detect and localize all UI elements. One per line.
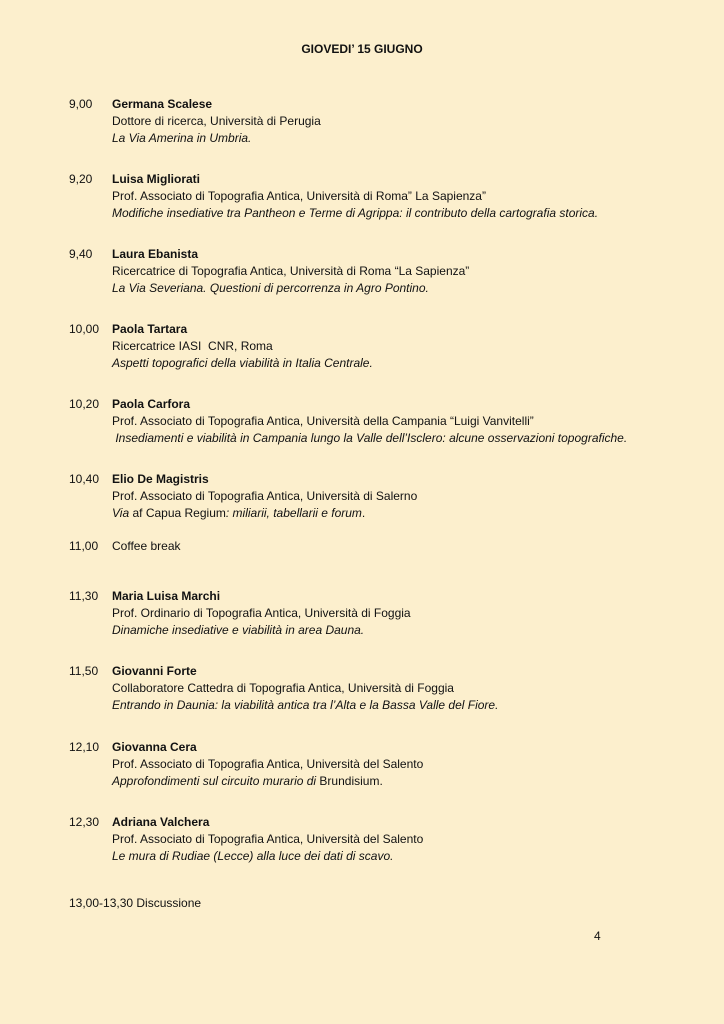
speaker-name: Luisa Migliorati [112, 172, 201, 186]
speaker-affiliation: Ricercatrice IASI CNR, Roma [112, 339, 273, 353]
session-time: 9,40 [69, 247, 93, 261]
talk-title: Modifiche insediative tra Pantheon e Terme di Agrippa: il contributo della cartografia storica. [112, 206, 599, 220]
talk-title: Dinamiche insediative e viabilità in area Dauna. [112, 623, 365, 637]
speaker-affiliation: Prof. Associato di Topografia Antica, Università di Roma” La Sapienza” [112, 189, 486, 203]
speaker-name: Maria Luisa Marchi [112, 589, 221, 603]
speaker-name: Adriana Valchera [112, 815, 210, 829]
talk-title: La Via Severiana. Questioni di percorrenza in Agro Pontino. [112, 281, 429, 295]
talk-title [112, 505, 712, 522]
session-time: 11,00 [69, 539, 99, 553]
talk-title-part: Via [112, 506, 130, 520]
talk-title: La Via Amerina in Umbria. [112, 131, 252, 145]
talk-title-part: Approfondimenti sul circuito murario di [112, 774, 317, 788]
talk-title-part: . [361, 506, 366, 520]
speaker-name: Paola Carfora [112, 397, 191, 411]
session-time: 12,10 [69, 740, 100, 754]
talk-title: Insediamenti e viabilità in Campania lungo la Valle dell’Isclero: alcune osservazioni topografiche. [112, 431, 628, 445]
speaker-affiliation: Prof. Associato di Topografia Antica, Università di Salerno [112, 489, 418, 503]
speaker-name: Giovanni Forte [112, 664, 197, 678]
session-time: 9,20 [69, 172, 93, 186]
speaker-name: Giovanna Cera [112, 740, 197, 754]
speaker-affiliation: Prof. Ordinario di Topografia Antica, Università di Foggia [112, 606, 411, 620]
page-number: 4 [594, 929, 601, 943]
talk-title-part: af Capua Regium [129, 506, 226, 520]
speaker-name: Germana Scalese [112, 97, 213, 111]
talk-title-part: Brundisium. [316, 774, 383, 788]
speaker-affiliation: Dottore di ricerca, Università di Perugia [112, 114, 321, 128]
talk-title: Entrando in Daunia: la viabilità antica tra l’Alta e la Bassa Valle del Fiore. [112, 698, 499, 712]
speaker-affiliation: Ricercatrice di Topografia Antica, Università di Roma “La Sapienza” [112, 264, 470, 278]
speaker-name: Paola Tartara [112, 322, 188, 336]
speaker-name: Laura Ebanista [112, 247, 199, 261]
talk-title [112, 773, 712, 790]
session-time: 9,00 [69, 97, 93, 111]
session-time: 12,30 [69, 815, 100, 829]
speaker-affiliation: Prof. Associato di Topografia Antica, Università del Salento [112, 832, 424, 846]
session-time: 11,50 [69, 664, 99, 678]
discussion-line: 13,00-13,30 Discussione [69, 896, 202, 910]
talk-title-part: : miliarii, tabellarii e forum [225, 506, 362, 520]
session-time: 11,30 [69, 589, 99, 603]
break-label: Coffee break [112, 539, 181, 553]
speaker-affiliation: Collaboratore Cattedra di Topografia Antica, Università di Foggia [112, 681, 454, 695]
speaker-affiliation: Prof. Associato di Topografia Antica, Università del Salento [112, 757, 424, 771]
talk-title: Le mura di Rudiae (Lecce) alla luce dei dati di scavo. [112, 849, 394, 863]
day-heading: GIOVEDI’ 15 GIUGNO [301, 42, 423, 56]
session-time: 10,00 [69, 322, 100, 336]
talk-title: Aspetti topografici della viabilità in Italia Centrale. [112, 356, 373, 370]
session-time: 10,20 [69, 397, 100, 411]
speaker-affiliation: Prof. Associato di Topografia Antica, Università della Campania “Luigi Vanvitelli” [112, 414, 534, 428]
session-time: 10,40 [69, 472, 100, 486]
speaker-name: Elio De Magistris [112, 472, 209, 486]
